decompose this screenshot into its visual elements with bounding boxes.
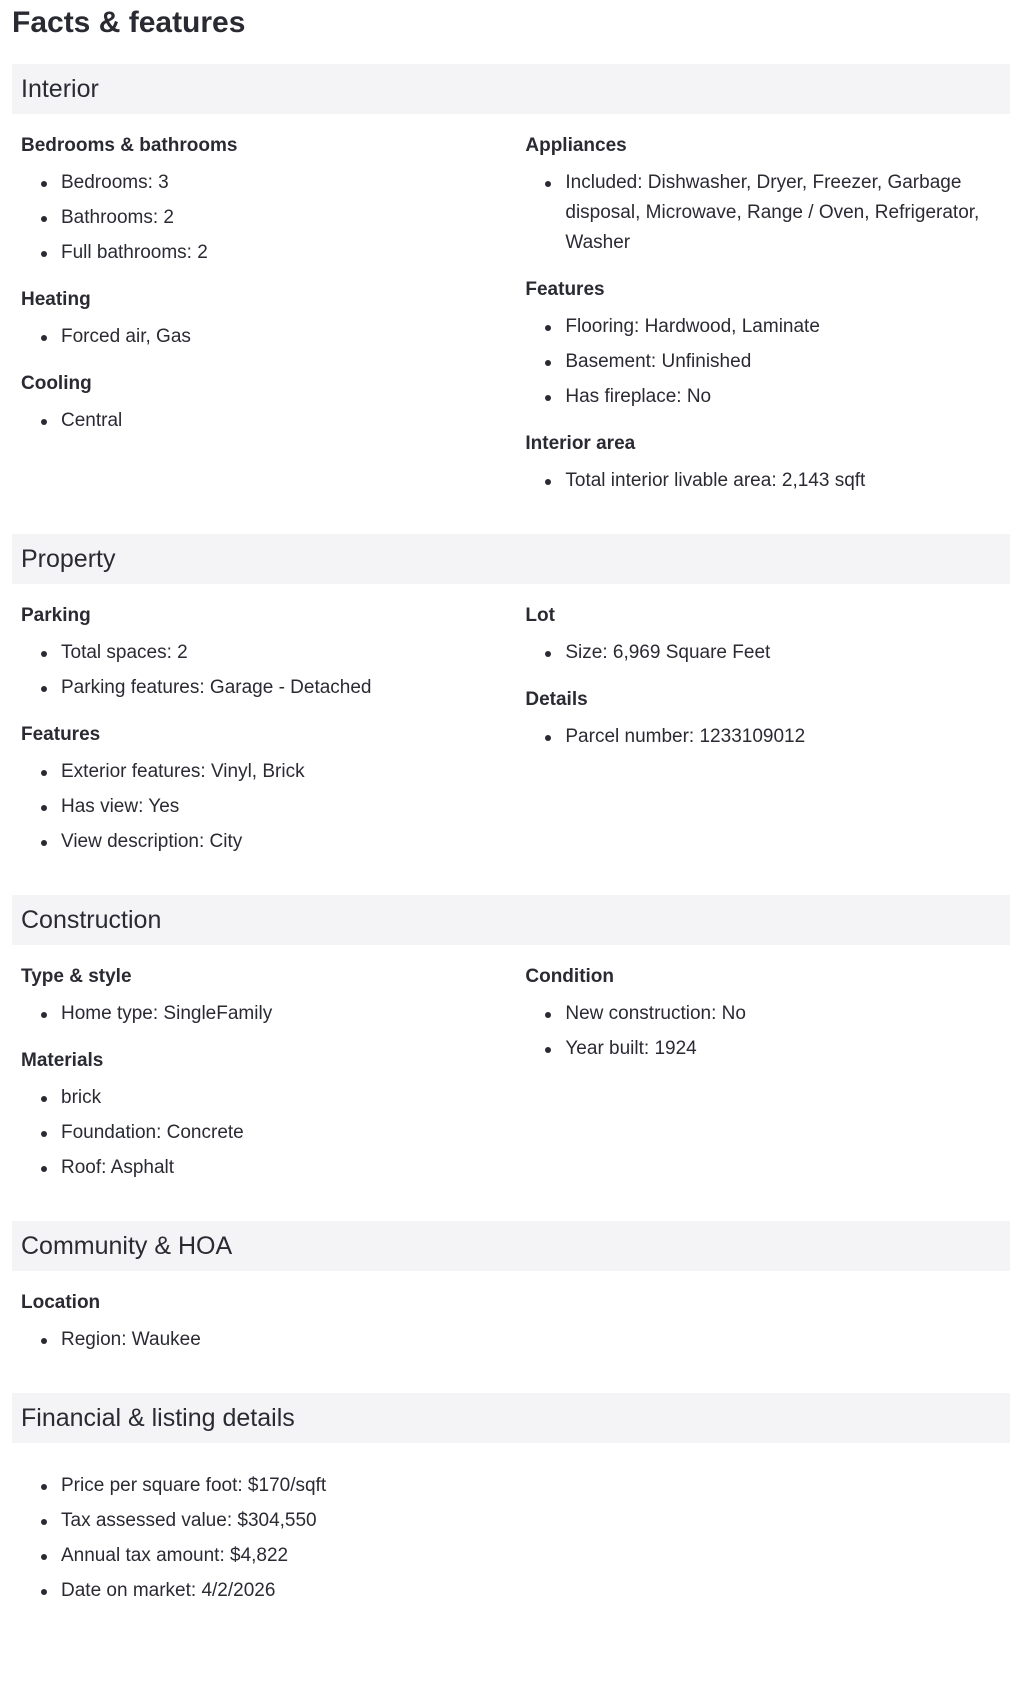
group-title: Features [525, 279, 605, 300]
fact-item: Forced air, Gas [21, 322, 525, 352]
group-title: Bedrooms & bathrooms [21, 135, 238, 156]
community-left-column [21, 1289, 525, 1373]
group-condition [525, 963, 1010, 1064]
section-body-property [12, 584, 1010, 887]
fact-item: Parcel number: 1233109012 [525, 722, 1010, 752]
fact-item: Year built: 1924 [525, 1034, 1010, 1064]
fact-list [21, 757, 525, 857]
fact-item: Central [21, 406, 525, 436]
fact-list [21, 322, 525, 352]
group-parking [21, 602, 525, 703]
fact-item: Basement: Unfinished [525, 347, 1010, 377]
fact-list [21, 406, 525, 436]
group-materials [21, 1047, 525, 1183]
group-title: Parking [21, 605, 91, 626]
fact-item: Home type: SingleFamily [21, 999, 525, 1029]
fact-list [525, 722, 1010, 752]
section-header-construction[interactable]: Construction [12, 895, 1010, 945]
fact-item: Has view: Yes [21, 792, 525, 822]
fact-item: Total interior livable area: 2,143 sqft [525, 466, 1010, 496]
fact-item: Included: Dishwasher, Dryer, Freezer, Garbage disposal, Microwave, Range / Oven, Refrigerator, Washer [525, 168, 1010, 258]
group-interior-area [525, 430, 1010, 496]
group-property-features [21, 721, 525, 857]
fact-item: Total spaces: 2 [21, 638, 525, 668]
group-title: Condition [525, 966, 615, 987]
fact-list [21, 1471, 1010, 1606]
fact-list [21, 168, 525, 268]
group-details [525, 686, 1010, 752]
fact-item: View description: City [21, 827, 525, 857]
fact-item: Flooring: Hardwood, Laminate [525, 312, 1010, 342]
fact-item: Tax assessed value: $304,550 [21, 1506, 1010, 1536]
fact-item: Bathrooms: 2 [21, 203, 525, 233]
fact-list [525, 466, 1010, 496]
group-title: Heating [21, 289, 91, 310]
fact-list [525, 638, 1010, 668]
fact-item: Region: Waukee [21, 1325, 525, 1355]
group-cooling [21, 370, 525, 436]
group-title: Location [21, 1292, 101, 1313]
group-title: Details [525, 689, 588, 710]
fact-list [21, 638, 525, 703]
group-title: Features [21, 724, 101, 745]
group-location [21, 1289, 525, 1355]
fact-item: Roof: Asphalt [21, 1153, 525, 1183]
section-body-community-hoa [12, 1271, 1010, 1385]
group-title: Cooling [21, 373, 92, 394]
interior-right-column [525, 132, 1010, 514]
group-title: Lot [525, 605, 555, 626]
group-bedrooms-bathrooms [21, 132, 525, 268]
fact-item: Parking features: Garage - Detached [21, 673, 525, 703]
group-lot [525, 602, 1010, 668]
section-header-community-hoa[interactable]: Community & HOA [12, 1221, 1010, 1271]
section-body-interior [12, 114, 1010, 526]
fact-list [21, 1083, 525, 1183]
fact-item: Has fireplace: No [525, 382, 1010, 412]
section-header-financial[interactable]: Financial & listing details [12, 1393, 1010, 1443]
property-right-column [525, 602, 1010, 875]
group-heating [21, 286, 525, 352]
group-title: Type & style [21, 966, 132, 987]
group-title: Appliances [525, 135, 627, 156]
fact-item: Bedrooms: 3 [21, 168, 525, 198]
section-body-construction [12, 945, 1010, 1213]
fact-item: brick [21, 1083, 525, 1113]
fact-item: Full bathrooms: 2 [21, 238, 525, 268]
section-header-interior[interactable]: Interior [12, 64, 1010, 114]
fact-item: New construction: No [525, 999, 1010, 1029]
group-type-style [21, 963, 525, 1029]
fact-item: Foundation: Concrete [21, 1118, 525, 1148]
page-title: Facts & features [12, 6, 246, 39]
group-title: Materials [21, 1050, 104, 1071]
group-interior-features [525, 276, 1010, 412]
fact-item: Date on market: 4/2/2026 [21, 1576, 1010, 1606]
fact-list [525, 168, 1010, 258]
interior-left-column [21, 132, 525, 514]
group-title: Interior area [525, 433, 636, 454]
construction-left-column [21, 963, 525, 1201]
fact-list [525, 312, 1010, 412]
fact-item: Annual tax amount: $4,822 [21, 1541, 1010, 1571]
fact-item: Size: 6,969 Square Feet [525, 638, 1010, 668]
construction-right-column [525, 963, 1010, 1201]
section-body-financial [12, 1443, 1010, 1623]
fact-list [21, 1325, 525, 1355]
fact-item: Price per square foot: $170/sqft [21, 1471, 1010, 1501]
fact-list [21, 999, 525, 1029]
property-left-column [21, 602, 525, 875]
group-appliances [525, 132, 1010, 258]
section-header-property[interactable]: Property [12, 534, 1010, 584]
fact-list [525, 999, 1010, 1064]
fact-item: Exterior features: Vinyl, Brick [21, 757, 525, 787]
